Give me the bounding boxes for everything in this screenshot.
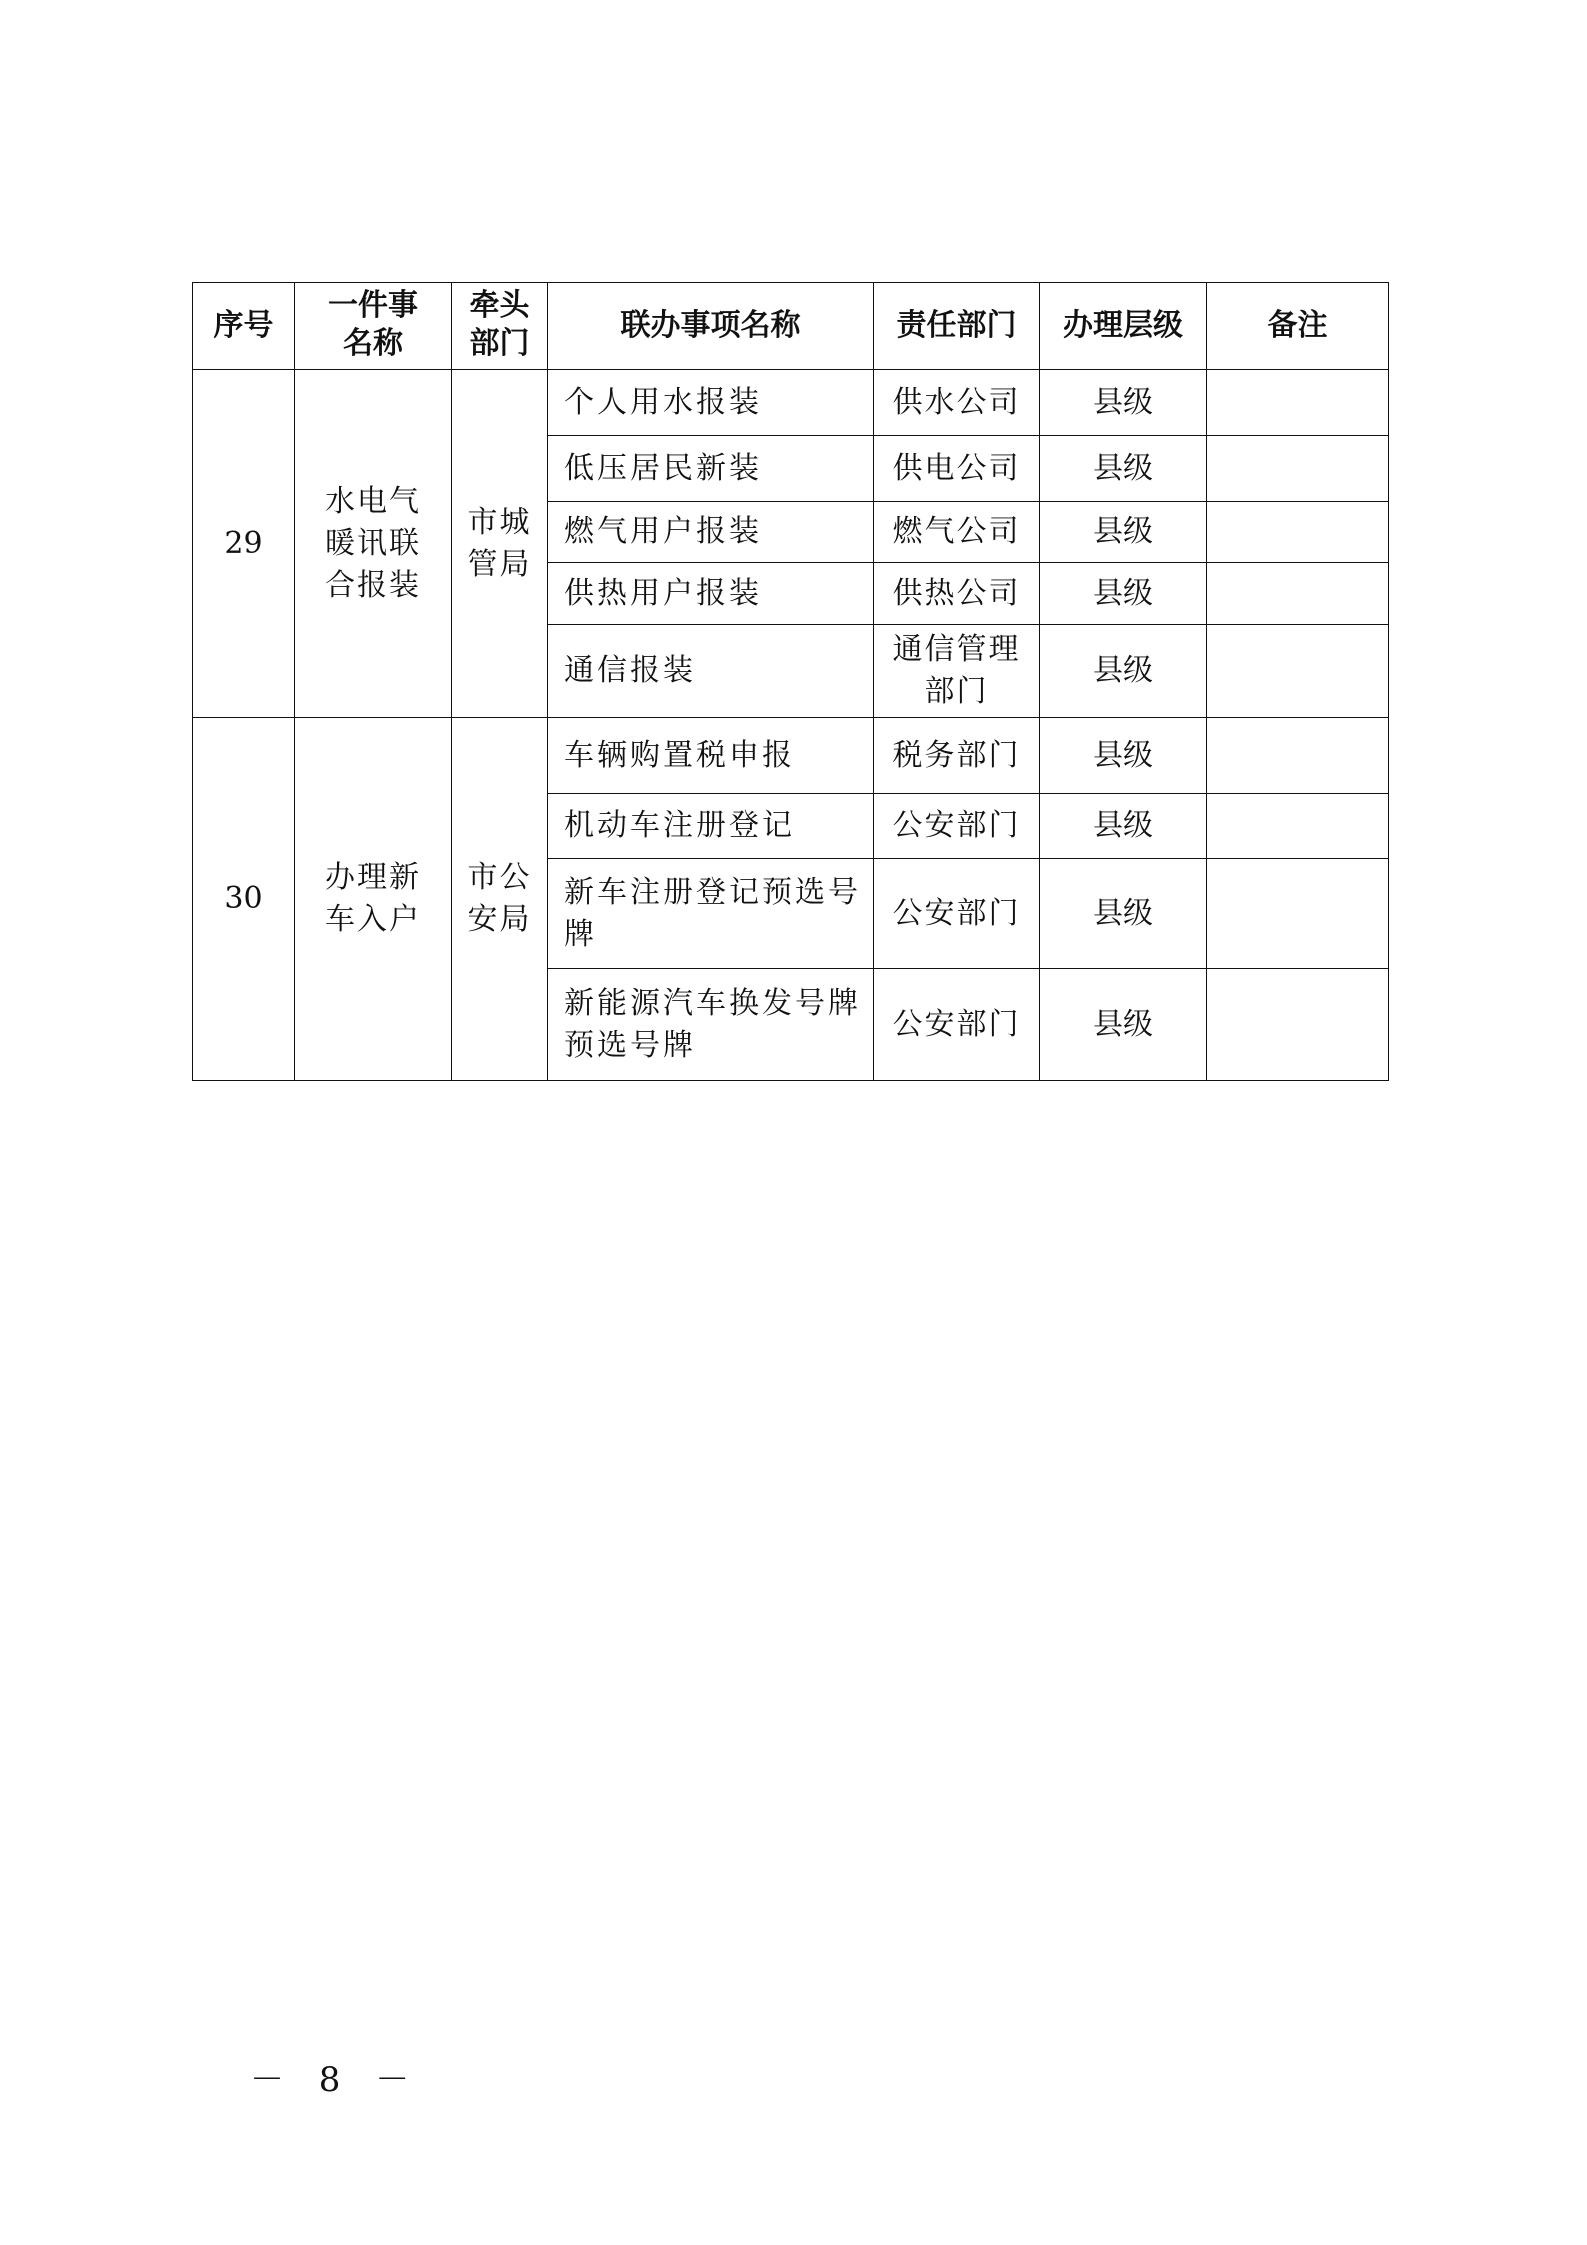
- item-cell: 车辆购置税申报: [548, 718, 874, 794]
- table-row: [193, 718, 1389, 794]
- level-cell: 县级: [1040, 563, 1207, 625]
- level-cell: 县级: [1040, 969, 1207, 1081]
- remark-cell: [1207, 625, 1389, 718]
- dept-cell: 公安部门: [874, 969, 1040, 1081]
- level-cell: 县级: [1040, 625, 1207, 718]
- remark-cell: [1207, 718, 1389, 794]
- dept-cell: 公安部门: [874, 794, 1040, 859]
- group-name-text: 办理新车入户: [325, 860, 421, 937]
- header-lead-dept-text: 牵头部门: [469, 288, 530, 361]
- level-cell: 县级: [1040, 370, 1207, 436]
- matters-table: [192, 282, 1389, 1081]
- item-cell: 新车注册登记预选号牌: [548, 859, 874, 969]
- level-cell: 县级: [1040, 859, 1207, 969]
- header-resp-dept: 责任部门: [874, 283, 1040, 370]
- group-lead: [452, 370, 548, 718]
- remark-cell: [1207, 370, 1389, 436]
- remark-cell: [1207, 563, 1389, 625]
- remark-cell: [1207, 859, 1389, 969]
- remark-cell: [1207, 502, 1389, 563]
- level-cell: 县级: [1040, 718, 1207, 794]
- group-name: [295, 370, 452, 718]
- dept-cell: 燃气公司: [874, 502, 1040, 563]
- remark-cell: [1207, 436, 1389, 502]
- header-lead-dept: [452, 283, 548, 370]
- group-lead-text: 市公安局: [467, 860, 532, 937]
- header-row: [193, 283, 1389, 370]
- header-one-thing: [295, 283, 452, 370]
- level-cell: 县级: [1040, 794, 1207, 859]
- group-name-text: 水电气暖讯联合报装: [325, 483, 421, 603]
- group-lead-text: 市城管局: [467, 504, 532, 582]
- page-number: － 8 －: [250, 2060, 422, 2100]
- item-cell: 个人用水报装: [548, 370, 874, 436]
- table-row: [193, 370, 1389, 436]
- header-seq: 序号: [193, 283, 295, 370]
- dept-cell: 公安部门: [874, 859, 1040, 969]
- item-cell: 机动车注册登记: [548, 794, 874, 859]
- item-cell: 低压居民新装: [548, 436, 874, 502]
- dept-cell: [874, 625, 1040, 718]
- dept-cell: 供电公司: [874, 436, 1040, 502]
- group-seq: 30: [193, 718, 295, 1081]
- group-lead: [452, 718, 548, 1081]
- dept-cell: 供水公司: [874, 370, 1040, 436]
- remark-cell: [1207, 969, 1389, 1081]
- dept-cell: 供热公司: [874, 563, 1040, 625]
- group-seq: 29: [193, 370, 295, 718]
- item-cell: 供热用户报装: [548, 563, 874, 625]
- header-one-thing-text: 一件事名称: [328, 288, 418, 361]
- dept-cell-text: 通信管理部门: [892, 632, 1021, 709]
- item-cell: 新能源汽车换发号牌预选号牌: [548, 969, 874, 1081]
- item-cell: 通信报装: [548, 625, 874, 718]
- header-joint-item: 联办事项名称: [548, 283, 874, 370]
- header-remark: 备注: [1207, 283, 1389, 370]
- level-cell: 县级: [1040, 436, 1207, 502]
- level-cell: 县级: [1040, 502, 1207, 563]
- remark-cell: [1207, 794, 1389, 859]
- dept-cell: 税务部门: [874, 718, 1040, 794]
- item-cell: 燃气用户报装: [548, 502, 874, 563]
- header-level: 办理层级: [1040, 283, 1207, 370]
- group-name: [295, 718, 452, 1081]
